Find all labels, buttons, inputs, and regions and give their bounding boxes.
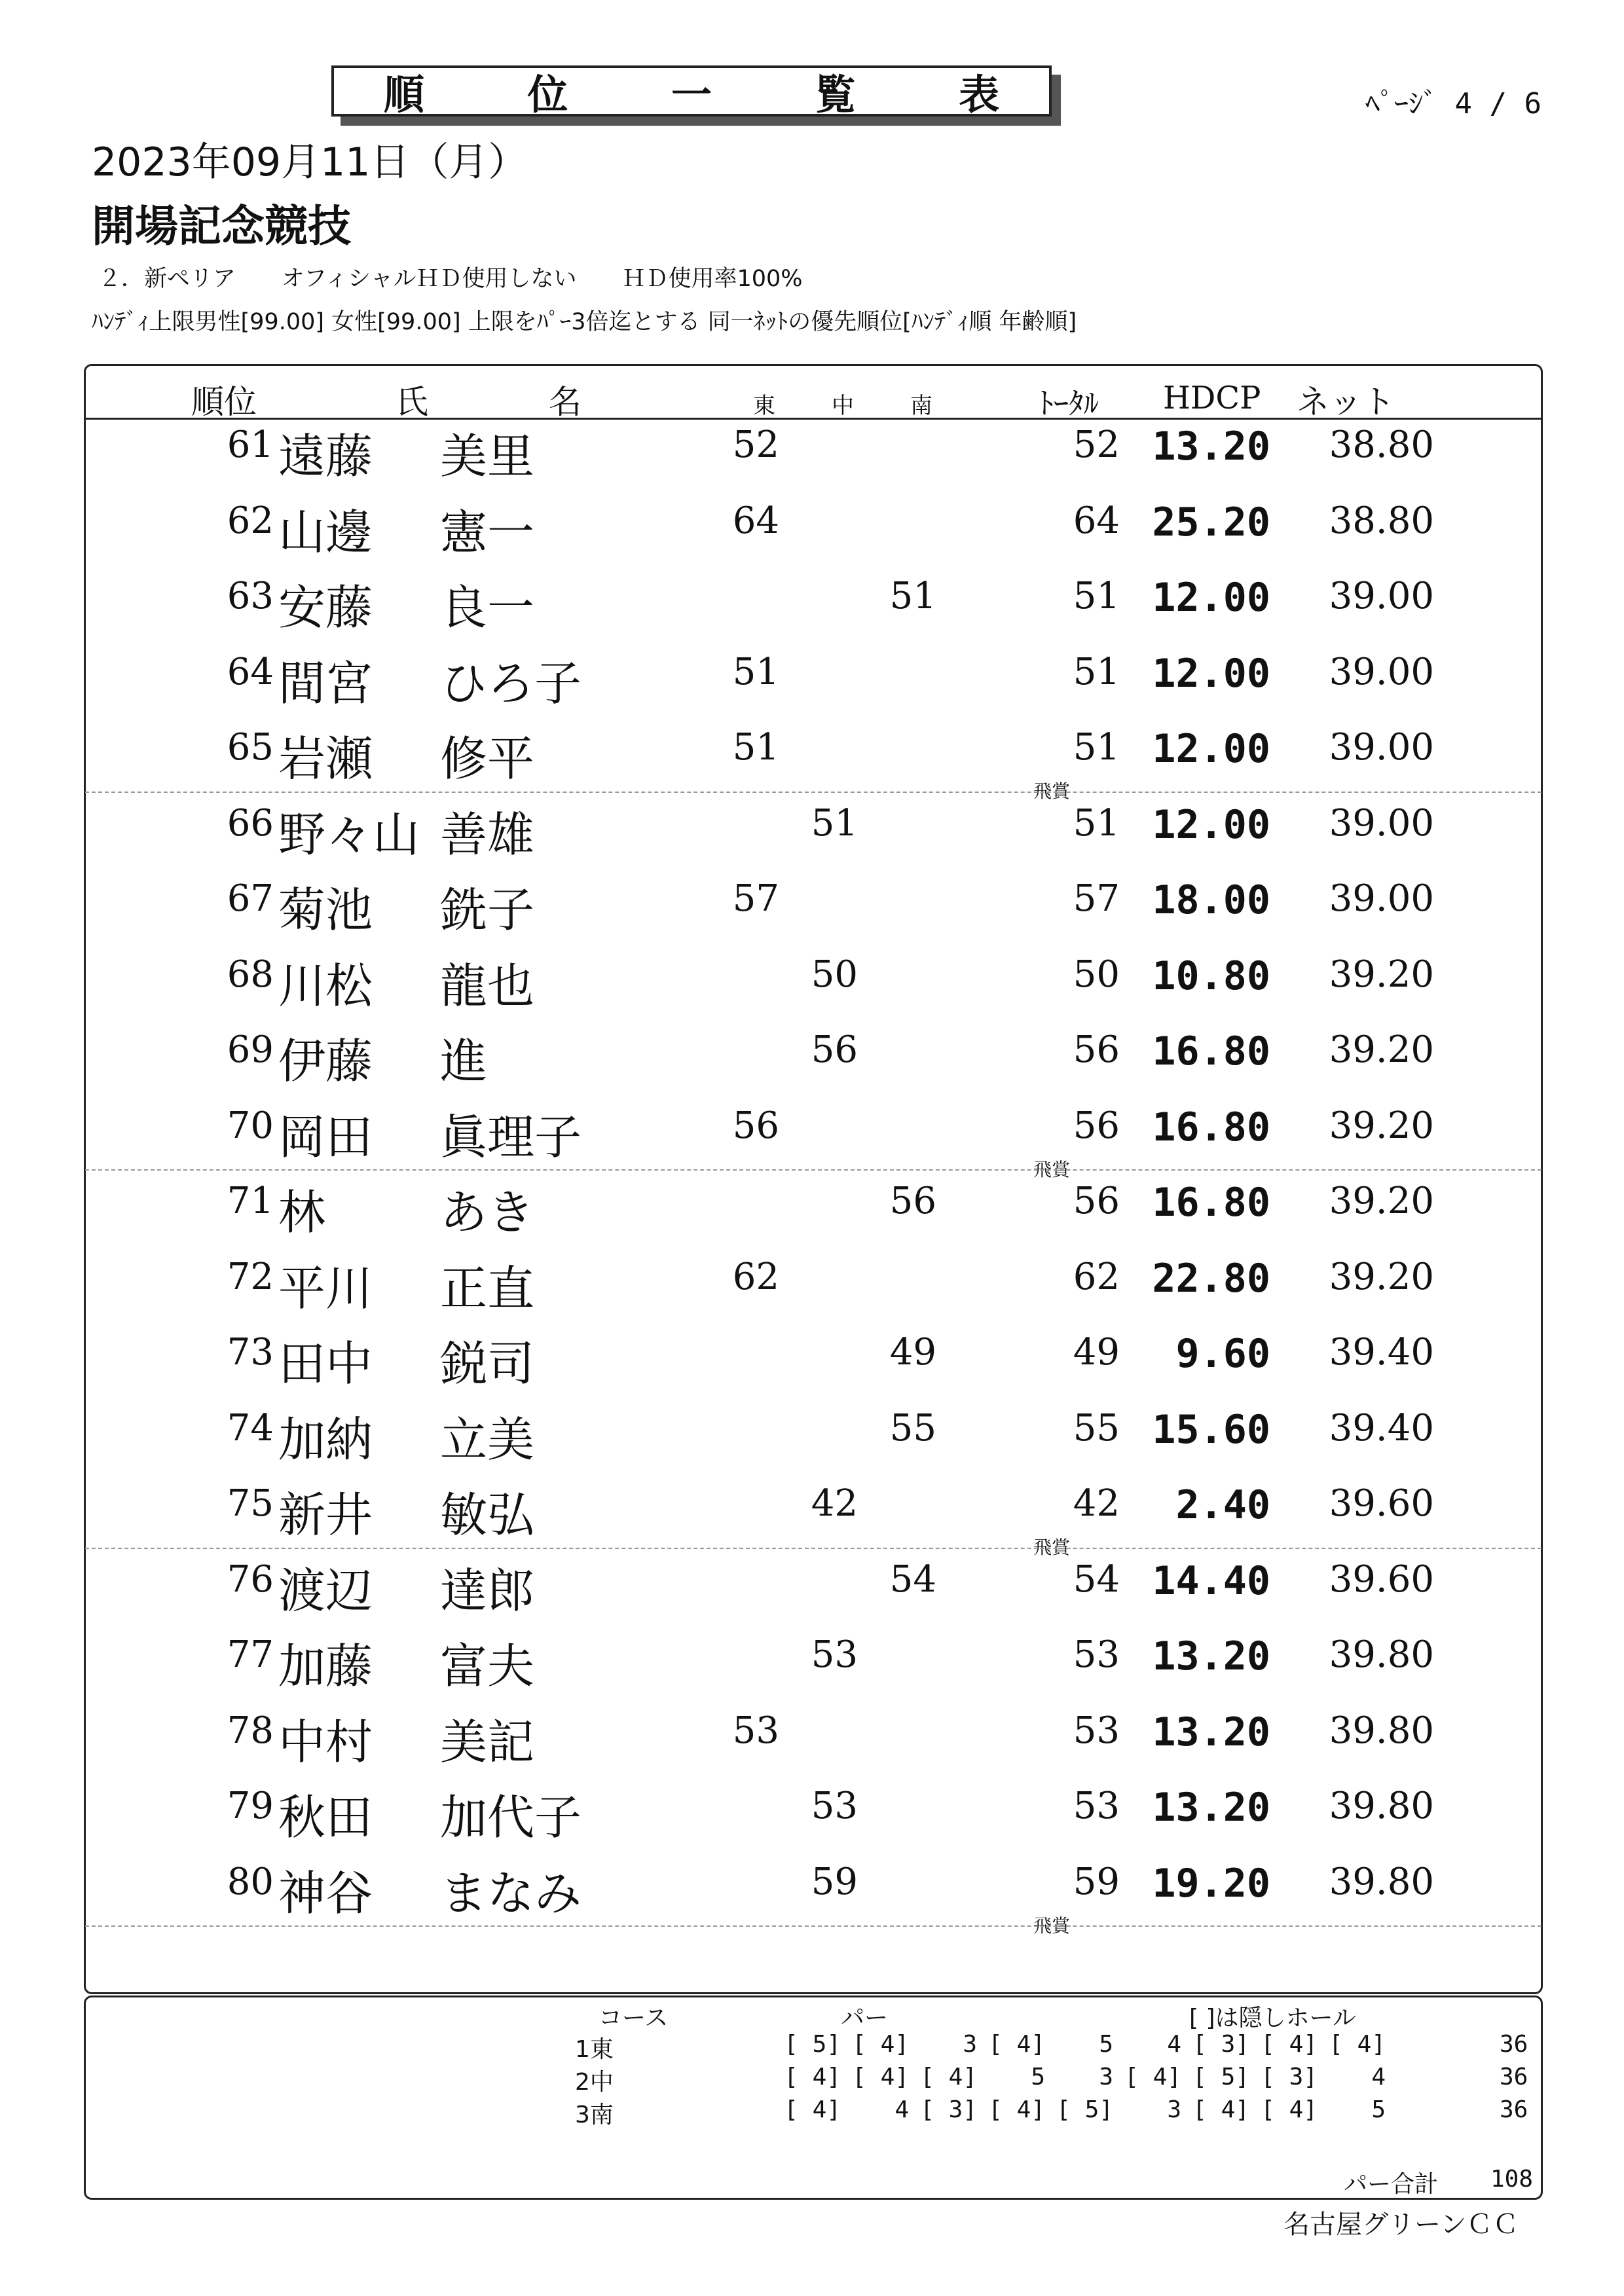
cell-rank: 61 [227,424,274,466]
cell-family: 渡辺 [278,1563,373,1618]
cell-hdcp: 13.20 [1152,424,1270,469]
cell-hdcp: 13.20 [1152,1709,1270,1755]
hole-par: 3 [1167,2096,1181,2123]
prize-mark: 飛賞 [1033,1537,1071,1558]
cell-total: 50 [1073,953,1120,996]
cell-east: 57 [732,877,779,920]
cell-rank: 78 [227,1709,274,1752]
cell-total: 53 [1073,1633,1120,1676]
cell-total: 51 [1073,801,1120,845]
cell-family: 伊藤 [278,1034,373,1089]
cell-given: 銑子 [440,883,535,938]
cell-south: 56 [889,1180,936,1222]
cell-hdcp: 15.60 [1152,1406,1270,1453]
course-hole-pars [773,2064,1386,2090]
cell-rank: 75 [227,1482,274,1525]
course-hole-pars [773,2096,1386,2123]
table-row [0,1702,1624,1777]
hole-par: [ 3] [1192,2031,1249,2058]
event-date: 2023年09月11日（月） [92,139,528,185]
table-row [0,1626,1624,1701]
cell-net: 39.80 [1329,1633,1434,1676]
table-row [0,643,1624,718]
cell-rank: 80 [227,1860,274,1903]
cell-net: 39.00 [1329,801,1434,845]
cell-net: 39.80 [1329,1860,1434,1903]
table-row [0,1853,1624,1937]
hole-par: 5 [1099,2031,1113,2058]
cell-net: 39.80 [1329,1709,1434,1752]
cell-given: 修平 [440,731,535,786]
cell-rank: 77 [227,1633,274,1676]
col-name-header-2: 名 [549,383,581,421]
course-par-total: 36 [1500,2031,1528,2058]
par-total-value: 108 [1490,2166,1534,2193]
table-row [0,1323,1624,1398]
hole-par: [ 4] [852,2064,909,2090]
cell-total: 49 [1073,1331,1120,1374]
cell-rank: 64 [227,650,274,693]
hole-par: [ 4] [784,2064,841,2090]
cell-east: 64 [732,499,779,542]
cell-given: 眞理子 [440,1109,582,1165]
table-row [0,869,1624,945]
cell-given: 龍也 [440,958,535,1013]
cell-south: 55 [889,1406,936,1449]
table-row [0,794,1624,869]
cell-given: あき [440,1185,535,1240]
course-name: 1東 [575,2036,614,2063]
course-hole-pars [773,2031,1386,2058]
table-row [0,1399,1624,1474]
cell-given: まなみ [440,1865,582,1921]
hole-par: 5 [1031,2064,1045,2090]
cell-net: 39.20 [1329,1029,1434,1071]
cell-given: 加代子 [440,1790,582,1845]
course-label: コース [599,2005,669,2032]
course-par-total: 36 [1500,2064,1528,2090]
hole-par: [ 5] [1056,2096,1113,2123]
cell-net: 39.00 [1329,726,1434,769]
cell-middle: 51 [811,801,858,845]
cell-family: 神谷 [278,1865,373,1921]
cell-total: 51 [1073,575,1120,617]
cell-net: 39.40 [1329,1406,1434,1449]
handicap-conditions: ﾊﾝﾃﾞｨ上限男性[99.00] 女性[99.00] 上限をﾊﾟｰ3倍迄とする 同一ﾈｯﾄの優先順位[ﾊﾝﾃﾞｨ順 年齢順] [92,309,1077,335]
cell-east: 51 [732,726,779,769]
hole-par: [ 3] [1261,2064,1318,2090]
cell-family: 林 [278,1185,326,1240]
cell-net: 39.60 [1329,1482,1434,1525]
cell-hdcp: 16.80 [1152,1104,1270,1150]
par-total-label: パー合計 [1344,2171,1439,2198]
col-hdcp-header: HDCP [1163,380,1261,416]
report-title-text: 順 位 一 覧 表 [383,70,1044,118]
prize-mark: 飛賞 [1033,780,1071,802]
col-south-header: 南 [910,393,932,419]
group-separator [85,1169,1541,1171]
cell-hdcp: 19.20 [1152,1860,1270,1906]
report-title [331,65,1052,117]
cell-hdcp: 16.80 [1152,1180,1270,1226]
table-row [0,1172,1624,1247]
cell-given: 敏弘 [440,1487,535,1542]
hole-par: [ 3] [920,2096,977,2123]
cell-hdcp: 12.00 [1152,650,1270,697]
cell-rank: 76 [227,1558,274,1601]
cell-total: 56 [1073,1104,1120,1147]
table-row [0,416,1624,491]
table-row [0,1021,1624,1096]
hole-par: [ 4] [988,2096,1045,2123]
hole-par: 3 [1099,2064,1113,2090]
cell-hdcp: 12.00 [1152,575,1270,621]
prize-mark: 飛賞 [1033,1158,1071,1180]
col-net-header: ネット [1297,383,1395,421]
table-row [0,718,1624,802]
cell-net: 39.60 [1329,1558,1434,1601]
cell-rank: 68 [227,953,274,996]
cell-middle: 42 [811,1482,858,1525]
cell-given: 美記 [440,1714,535,1770]
hole-par: [ 4] [1261,2096,1318,2123]
cell-family: 野々山 [278,807,420,862]
cell-family: 山邊 [278,504,373,560]
hole-par: [ 4] [1329,2031,1386,2058]
hole-par: 4 [1371,2064,1386,2090]
cell-given: 進 [440,1034,488,1089]
table-row [0,1474,1624,1558]
cell-family: 安藤 [278,580,373,635]
cell-hdcp: 13.20 [1152,1633,1270,1679]
cell-total: 64 [1073,499,1120,542]
cell-net: 39.40 [1329,1331,1434,1374]
cell-rank: 74 [227,1406,274,1449]
hole-par: [ 5] [784,2031,841,2058]
cell-given: 正直 [440,1260,535,1316]
cell-net: 38.80 [1329,424,1434,466]
cell-hdcp: 2.40 [1175,1482,1270,1528]
col-total-header: ﾄｰﾀﾙ [1039,386,1099,421]
cell-net: 39.20 [1329,1255,1434,1298]
cell-net: 39.20 [1329,953,1434,996]
cell-family: 加藤 [278,1639,373,1694]
cell-east: 56 [732,1104,779,1147]
cell-family: 平川 [278,1260,373,1316]
table-row [0,1248,1624,1323]
hole-par: 4 [1167,2031,1181,2058]
cell-net: 38.80 [1329,499,1434,542]
cell-total: 54 [1073,1558,1120,1601]
cell-rank: 62 [227,499,274,542]
prize-mark: 飛賞 [1033,1914,1071,1937]
hole-par: [ 4] [920,2064,977,2090]
cell-hdcp: 25.20 [1152,499,1270,545]
cell-total: 57 [1073,877,1120,920]
col-east-header: 東 [753,393,775,419]
cell-given: 富夫 [440,1639,535,1694]
cell-given: 憲一 [440,504,535,560]
group-separator [85,792,1541,793]
cell-south: 54 [889,1558,936,1601]
scoring-conditions: ２．新ペリア オフィシャルＨＤ使用しない ＨＤ使用率100% [98,266,803,292]
cell-family: 新井 [278,1487,373,1542]
course-name: 2中 [575,2069,614,2096]
hole-par: [ 4] [1261,2031,1318,2058]
table-row [0,1550,1624,1626]
cell-rank: 71 [227,1180,274,1222]
cell-east: 62 [732,1255,779,1298]
cell-family: 菊池 [278,883,373,938]
cell-hdcp: 14.40 [1152,1558,1270,1604]
cell-middle: 53 [811,1785,858,1827]
cell-total: 52 [1073,424,1120,466]
cell-east: 51 [732,650,779,693]
cell-total: 59 [1073,1860,1120,1903]
course-name: 3南 [575,2102,614,2128]
hole-par: 3 [963,2031,977,2058]
table-row [0,1777,1624,1852]
course-par-total: 36 [1500,2096,1528,2123]
event-name: 開場記念競技 [92,201,351,251]
cell-hdcp: 12.00 [1152,801,1270,848]
cell-total: 56 [1073,1180,1120,1222]
cell-hdcp: 9.60 [1175,1331,1270,1377]
cell-east: 52 [732,424,779,466]
cell-rank: 70 [227,1104,274,1147]
cell-family: 中村 [278,1714,373,1770]
cell-rank: 79 [227,1785,274,1827]
col-middle-header: 中 [832,393,854,419]
cell-family: 田中 [278,1336,373,1391]
cell-net: 39.20 [1329,1104,1434,1147]
cell-total: 51 [1073,726,1120,769]
cell-family: 秋田 [278,1790,373,1845]
cell-net: 39.20 [1329,1180,1434,1222]
cell-given: 善雄 [440,807,535,862]
club-name: 名古屋グリーンＣＣ [1283,2210,1519,2240]
cell-rank: 69 [227,1029,274,1071]
hole-par: 4 [895,2096,909,2123]
cell-given: ひろ子 [440,655,582,711]
table-row [0,492,1624,567]
cell-hdcp: 16.80 [1152,1029,1270,1074]
cell-middle: 53 [811,1633,858,1676]
cell-rank: 65 [227,726,274,769]
cell-rank: 72 [227,1255,274,1298]
table-row [0,1097,1624,1180]
cell-hdcp: 13.20 [1152,1785,1270,1831]
cell-family: 遠藤 [278,429,373,484]
hole-par: [ 5] [1192,2064,1249,2090]
cell-middle: 56 [811,1029,858,1071]
cell-rank: 63 [227,575,274,617]
hole-par: [ 4] [988,2031,1045,2058]
hole-par: [ 4] [1124,2064,1181,2090]
cell-middle: 59 [811,1860,858,1903]
cell-rank: 73 [227,1331,274,1374]
cell-given: 達郎 [440,1563,535,1618]
cell-given: 良一 [440,580,535,635]
col-name-header-1: 氏 [396,383,428,421]
cell-total: 62 [1073,1255,1120,1298]
cell-south: 49 [889,1331,936,1374]
cell-net: 39.80 [1329,1785,1434,1827]
group-separator [85,1925,1541,1927]
cell-total: 51 [1073,650,1120,693]
cell-net: 39.00 [1329,575,1434,617]
cell-given: 鋭司 [440,1336,535,1391]
cell-given: 立美 [440,1412,535,1467]
cell-hdcp: 22.80 [1152,1255,1270,1302]
cell-total: 53 [1073,1785,1120,1827]
par-label: パー [841,2005,889,2032]
cell-rank: 67 [227,877,274,920]
cell-total: 56 [1073,1029,1120,1071]
cell-family: 川松 [278,958,373,1013]
hole-par: 5 [1371,2096,1386,2123]
cell-net: 39.00 [1329,650,1434,693]
cell-east: 53 [732,1709,779,1752]
group-separator [85,1548,1541,1549]
cell-total: 53 [1073,1709,1120,1752]
col-rank-header: 順位 [191,383,257,421]
cell-hdcp: 18.00 [1152,877,1270,923]
page-number: ﾍﾟｰｼﾞ 4 / 6 [1365,87,1541,120]
cell-family: 間宮 [278,655,373,711]
cell-rank: 66 [227,801,274,845]
table-row [0,945,1624,1021]
cell-south: 51 [889,575,936,617]
hole-par: [ 4] [852,2031,909,2058]
hole-par: [ 4] [784,2096,841,2123]
cell-hdcp: 12.00 [1152,726,1270,772]
cell-total: 55 [1073,1406,1120,1449]
cell-family: 岩瀬 [278,731,373,786]
hole-par: [ 4] [1192,2096,1249,2123]
cell-family: 岡田 [278,1109,373,1165]
cell-total: 42 [1073,1482,1120,1525]
cell-hdcp: 10.80 [1152,953,1270,999]
cell-middle: 50 [811,953,858,996]
cell-net: 39.00 [1329,877,1434,920]
cell-family: 加納 [278,1412,373,1467]
table-row [0,567,1624,642]
hidden-hole-note: [ ]は隠しホール [1189,2005,1356,2032]
cell-given: 美里 [440,429,535,484]
